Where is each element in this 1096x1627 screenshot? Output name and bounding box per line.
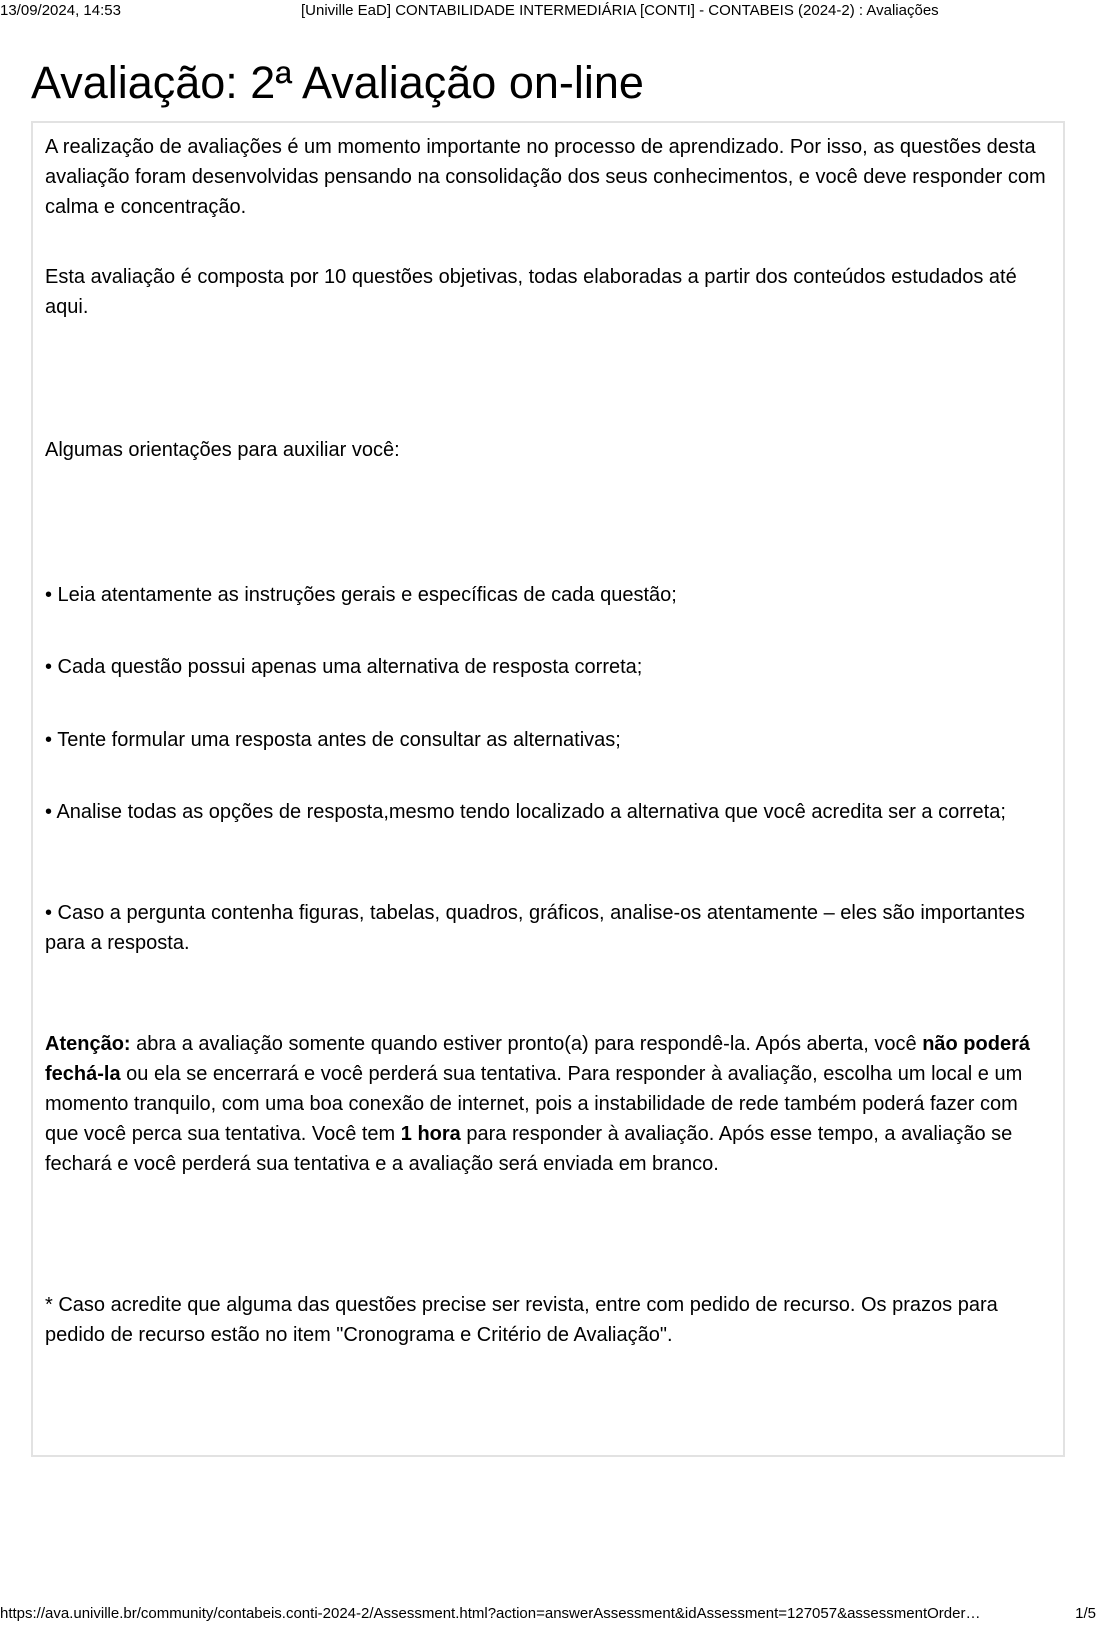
appeal-note: * Caso acredite que alguma das questões precise ser revista, entre com pedido de recurso. Os prazos para pedido de recurso estão no item "Cronograma e Critério de Avaliação". — [45, 1294, 998, 1346]
attention-bold-time-limit: 1 hora — [400, 1123, 461, 1145]
print-datetime: 13/09/2024, 14:53 — [0, 2, 121, 19]
guideline-item: • Analise todas as opções de resposta,mesmo tendo localizado a alternativa que você acredita ser a correta; — [45, 801, 1006, 823]
attention-paragraph — [45, 1029, 1055, 1179]
attention-bold-cannot-close: não poderá fechá-la — [45, 1033, 1030, 1085]
guidelines-heading: Algumas orientações para auxiliar você: — [45, 439, 400, 461]
composition-paragraph: Esta avaliação é composta por 10 questões objetivas, todas elaboradas a partir dos conteúdos estudados até aqui. — [45, 266, 1017, 318]
page-title: Avaliação: 2ª Avaliação on-line — [31, 57, 644, 108]
print-header — [0, 0, 1096, 24]
print-document-title: [Univille EaD] CONTABILIDADE INTERMEDIÁRIA [CONTI] - CONTABEIS (2024-2) : Avaliações — [301, 2, 939, 19]
guideline-item: • Cada questão possui apenas uma alternativa de resposta correta; — [45, 656, 643, 678]
intro-paragraph: A realização de avaliações é um momento importante no processo de aprendizado. Por isso, as questões desta avaliação foram desenvolvidas pensando na consolidação dos seus conhecimentos, e você deve responder com calma e concentração. — [45, 136, 1046, 218]
guideline-item: • Tente formular uma resposta antes de consultar as alternativas; — [45, 729, 621, 751]
attention-text-2: ou ela se encerrará e você perderá sua tentativa. Para responder à avaliação, escolha um local e um momento tranquilo, com uma boa conexão de internet, pois a instabilidade de rede também poderá fazer com que você perca sua tentativa. Você tem — [45, 1063, 1023, 1145]
attention-text-3: para responder à avaliação. Após esse tempo, a avaliação se fechará e você perderá sua tentativa e a avaliação será enviada em branco. — [45, 1123, 1013, 1175]
attention-label: Atenção: — [45, 1033, 131, 1055]
print-page-number: 1/5 — [1075, 1605, 1096, 1622]
print-footer — [0, 1603, 1096, 1627]
attention-text-1: abra a avaliação somente quando estiver pronto(a) para respondê-la. Após aberta, você — [130, 1033, 923, 1055]
print-url: https://ava.univille.br/community/contabeis.conti-2024-2/Assessment.html?action=answerAssessment&idAssessment=127057&assessmentOrder… — [0, 1605, 981, 1622]
guideline-item: • Caso a pergunta contenha figuras, tabelas, quadros, gráficos, analise-os atentamente – eles são importantes para a resposta. — [45, 902, 1025, 954]
guideline-item: • Leia atentamente as instruções gerais e específicas de cada questão; — [45, 584, 677, 606]
